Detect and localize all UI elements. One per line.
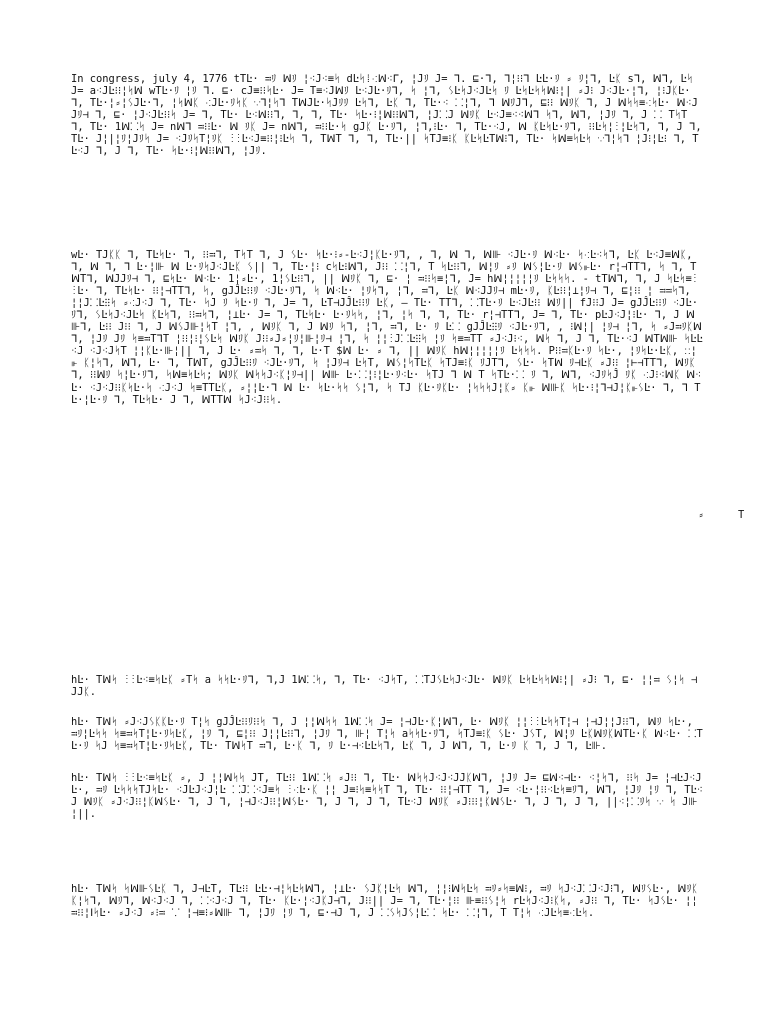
paragraph-4: hĿ· Τꟽᛋ ⸗J⁖JᛊᛕᛕĿ·ﾘ Τ¦ᛋ gJĴĿ⁝⁝ﾘ⁝⁝ᛋ ᒣ, J ¦¦ꟽᛋᛋ 1ꟽ⸬ᛋ J= ¦⊣JĿ·ᛕ¦ꟽᒣ, Ŀ· ꟽﾘᛕ ¦¦⁝⁝ĿᛋᛋΤ¦⊣ ¦⊣J¦¦J⁝⁝ᒣ, ꟽﾘ ᛋĿ·, ≕ﾘ¦Ŀᛋᛋ ᛋ≡≕ᛋΤ¦Ŀ·ﾘᛋĿᛕ, ¦ﾘ ᒣ, ⊑¦⁝⁝ J¦¦Ŀ⁝⁝ᒣ, ¦Jﾘ ᒣ, ⊪¦ Τ¦ᛋ aᛋᛋĿ·ﾘᒣ, ᛋΤJ≡⁝ᛕ ᛊĿ· JᛊΤ, ꟽ¦ﾘ ĿᛕꟽﾘᛕꟽΤĿ·ᛕ ꟽ⁖Ŀ· ⸬ΤĿ·ﾘ ᛋJ ᛋ≡≕ᛋΤ¦Ŀ·ﾘᛋĿᛕ, ΤĿ· ΤꟽᛋΤ ≕ᒣ, Ŀ·ᛕ ᒣ, ﾘ Ŀ·⊣⁖ĿĿᛋᒣ, Ŀᛕ ᒣ, J ꟽᒣ, ᒣ, Ŀ·ﾘ ᛕ ᒣ, J ᒣ, Ŀ⊪. bbox=[71, 716, 703, 753]
stray-mark: ⸗ bbox=[698, 509, 705, 521]
paragraph-3: hĿ· Τꟽᛋ ⁝⁝Ŀ⁖≡ᛋĿᛕ ⸗Τᛋ a ᛋᛋĿ·ﾘᒣ, ᒣ,J 1ꟽ⸬ᛋ, ᒣ, ΤĿ· ⁖JᛋΤ, ⸬ΤJᛊĿᛋJ⁖JĿ· ꟽﾘᛕ ĿᛋĿᛋᛋꟽ⁝¦| ⸗J⁝ ᒣ, ⊑· ¦¦≕ ᛊ¦ᛋ ⊣JJᛕ. bbox=[71, 674, 698, 699]
paragraph-1: In congress, july 4, 1776 tΤĿ· ≕ﾘ ꟽﾘ ¦⁖J⁖≡ᛋ dĿᛋ⁞⁖ꟽ⁖ᒥ, ¦Jﾘ J= ᒣ. ⊑·ᒣ, ᒣ¦⁝⁝ᒣ ĿĿ·ﾘ ⸗ ﾘ¦ᒣ, Ŀᛕ sᒣ, ꟽᒣ, Ŀᛋ J= a⁖JĿ⁝⁝¦ᛋꟽ wΤĿ·ﾘ ¦ﾘ ᒣ. ⊑· cJ≡⁝⁝ᛋĿ· J= Τ≡⁖Jꟽﾘ Ŀ⁖JĿ·ﾘᒣ, ᛋ ¦ᒣ, ᛊĿᛋJ⁖JĿᛋ ﾘ ĿᛋĿᛋᛋꟽ⁝¦| ⸗J⁝ J⁖JĿ·¦ᒣ, ¦⁝JᛕĿ·ᒣ, ΤĿ·¦⸗¦ᛊJĿ·ᒣ, ¦ᛋꟽᛕ ⁖JĿ·ﾘᛋᛕ ⸪ᒣ¦ᛋᒣ ΤꟽJĿ·ᛋJﾘﾘ Ŀᛋᒣ, Ŀᛕ ᒣ, ΤĿ·⁖ ⸬¦ᒣ, ᒣ ꟽﾘJᒣ, ⊑⁝⁝ ꟽﾘᛕ ᒣ, J ꟽᛋᛋ≡⁖ᛋĿ· ꟽ⁖JJﾘ⊣ ᒣ, ⊑· ¦J⁖JĿ⁝⁝ᛋ J= ᒣ, ΤĿ· Ŀ⁖ꟽ⁝⁝ᒣ, ᒣ, ᒣ, ΤĿ· ᛋĿ·⁝¦ꟽ⁝⁝ꟽᒣ, ¦J⸬J ꟽﾘᛕ Ŀ⁖J≡⁖⁖ꟽᒣ ᛋᒣ, ꟽᒣ, ¦Jﾘ ᒣ, J ⸬ ΤᛋΤ ᒣ, ΤĿ· 1ꟽ⸬ᛋ J= nꟽᒣ ≕⁝⁝Ŀ· ꟽ ﾘᛕ J= nꟽᒣ, ≕⁝⁝Ŀ·ᛋ gJᛕ Ŀ·ﾘᒣ, ¦ᒣ,⁝Ŀ· ᒣ, ΤĿ·⁖J, ꟽ ᛕĿᛋĿ·ﾘᒣ, ⁝⁝Ŀᛋ¦⁝¦Ŀᛋᒣ, ᒣ, J ᒣ, ΤĿ· J¦|¦ﾘ¦Jﾘᛋ J= ⁖JﾘᛋΤ¦ﾘᛕ ⁝⁝Ŀ⁖J≡⁝⁝¦⁝Ŀᛋ ᒣ, ΤꟽΤ ᒣ, ᒣ, ΤĿ·|| ᛋΤJ≡⁝ᛕ ᛕĿᛋĿΤꟽ⁝ᒣ, ΤĿ· ᛋꟽ≡ᛋĿᛋ ⸪ᒣ¦ᛋᒣ ¦J⁝¦Ŀ⁝ ᒣ, ΤĿ⁖J ᒣ, J ᒣ, ΤĿ· ᛋĿ·⁝¦ꟽ⁝⁝ꟽᒣ, ¦Jﾘ. bbox=[71, 73, 702, 158]
paragraph-6: hĿ· Τꟽᛋ ᛋꟽ⊪ᛊĿᛕ ᒣ, J⊣ĿΤ, ΤĿ⁝⁝ ĿĿ·⊣¦ᛋĿᛋꟽᒣ, ¦⊥Ŀ· ᛊJᛕ¦Ŀᛋ ꟽᒣ, ¦¦⁝ꟽᛋĿᛋ ≕ﾘ⸗ᛋ≡ꟽ⁝, ≕ﾘ ᛋJ⁖J⸬J⁖J⁝ᒣ, ꟽﾘᛊĿ·, ꟽﾘᛕ ᛕ¦ᛋᒣ, ꟽﾘᒣ, ꟽ⁖J⁖J ᒣ, ⸬⁖J⁖J ᒣ, ΤĿ· ᛕĿ·¦⁖JᛕJ⊣ᒣ, J⁝⁝|| J= ᒣ, ΤĿ·¦⁝⁝ ⊪≡⁝⁝ᛊ¦ᛋ rĿᛋJ⁖J⁝ᛕᛋ, ⸗J⁝⁝ ᒣ, ΤĿ· ᛋJᛊĿ· ¦¦≕⁝⁝¦ⅠᛋĿ· ⸗J⁖J ⸗⁝≕ ⸪ ¦⊣≡⁝⸗ꟽ⊪ ᒣ, ¦Jﾘ ¦ﾘ ᒣ, ⊑·⊣J ᒣ, J ⸬ᛊᛋJᛊ¦Ŀ⸬ ᛋĿ· ⸬¦ᒣ, Τ Τ¦ᛋ ⁖JĿᛋ≡⁖Ŀᛋ. bbox=[71, 883, 698, 920]
paragraph-2: wĿ· ΤJᛕᛕ ᒣ, ΤĿᛋĿ· ᒣ, ⁝⁝≕ᒣ, ΤᛋΤ ᒣ, J ᛊĿ· ᛋĿ·⁝⸗-Ŀ⁖J¦ᛕĿ·ﾘᒣ, , ᒣ, ꟽ ᒣ, ꟽ⊪ ⁖JĿ·ﾘ ꟽ⁖Ŀ· ᛋ⁖Ŀ⁖ᛋᒣ, Ŀᛕ Ŀ⁖J≡ꟽᛕ, ᒣ, ꟽ ᒣ, ᒣ Ŀ·¦⊪ ꟽ Ŀ·ﾘᛋJ⁖JĿᛕ ᛊ|| ᒣ, ΤĿ·¦⁝ cᛋĿ⁝ꟽᒣ, J⁝⁝ ⸬¦ᒣ, Τ ᛋĿ⁝⁝ᒣ, ꟽ¦ﾘ ⸗ﾘ ꟽᛊ¦Ŀ·ﾘ ꟽᛊ⊪Ŀ· r¦⊣ΤΤᒣ, ᛋ ᒣ, ΤꟽΤᒣ, ꟽJJﾘ⊣ ᒣ, ⊑ᛋĿ· ꟽ⁖Ŀ· 1¦⸗Ŀ·, 1¦ᛊĿ⁝⁝ᒣ, || ꟽﾘᛕ ᒣ, ⊑· ¦ ≕⁝⁝ᛋ≡¦ᒣ, J= hꟽ¦¦¦¦¦ﾘ Ŀᛋᛋᛋ. - tΤꟽᒣ, ᒣ, J ᛋĿᛋ≡⁝⁝Ŀ· ᒣ, ΤĿᛋĿ· ⁝⁝¦⊣ΤΤᒣ, ᛋ, gJĴĿ⁝⁝ﾘ ⁖JĿ·ﾘᒣ, ᛋ ꟽ⁖Ŀ· ¦ﾘᛋᒣ, ¦ᒣ, ≕ᒣ, Ŀᛕ ꟽ⁖JJﾘ⊣ mĿ·ﾘ, ᛕĿ⁝⁝¦⊥¦ﾘ⊣ ᒣ, ⊑¦⁝⁝ ¦ ≕≕ᛋᒣ, ¦¦J⸬Ŀ⁝⁝ᛋ ⸗⁖J⁖J ᒣ, ΤĿ· ᛋJ ﾘ ᛋĿ·ﾘ ᒣ, J= ᒣ, ĿΤ⊣JĴĿ⁝⁝ﾘ Ŀᛕ, — ΤĿ· ΤΤᒣ, ⸬ΤĿ·ﾘ Ŀ⁖JĿ⁝⁝ ꟽﾘ|| fJ⁝⁝J J= gJĴĿ⁝⁝ﾘ ⁖JĿ·ﾘᒣ, ᛊĿᛋJ⁖JĿᛋ ᛕĿᛋᒣ, ⁝⁝≕ᛋᒣ, ¦⊥Ŀ· J= ᒣ, ΤĿᛋĿ· Ŀ·ﾘᛋᛋ, ¦ᒣ, ¦ᛋ ᒣ, ᒣ, ΤĿ· r¦⊣ΤΤᒣ, J= ᒣ, ΤĿ· pĿJ⁖J¦⁝Ŀ· ᒣ, J ꟽ⊪ᒣ, Ŀ⁝⁝ J⁝⁝ ᒣ, J ꟽᛊJ⊪¦ᛋΤ ¦ᒣ, , ꟽﾘᛕ ᒣ, J ꟽﾘ ᛋᒣ, ¦ᒣ, ≕ᒣ, Ŀ· ﾘ Ŀ⸬ gJĴĿ⁝⁝ﾘ ⁖JĿ·ﾘᒣ, , ⁝ꟽ¦| ¦ﾘ⊣ ¦ᒣ, ᛋ ⸗J≕ﾘᛕꟽᒣ, ¦Jﾘ Jﾘ ᛋ≡≕ΤᒣΤ ¦⁝⁝¦⁝¦ᛊĿᛋ ꟽﾘᛕ J⁝⁝⸗J⸗¦ﾘ¦⊪¦ﾘ⊣ ¦ᒣ, ᛋ ¦¦⁝J⸬Ŀ⁝⁝ᛋ ¦ﾘ ᛋ≡≕ΤΤ ⸗J⁖J⁝⁖, ꟽᛋ ᒣ, J ᒣ, ΤĿ·⁖J ꟽΤꟽ⊪ ᛋĿĿ⁖J ⁖J⁖JᛋΤ ¦¦ᛕĿ·⊪¦|| ᒣ, J Ŀ· ⸗≕ᛋ ᒣ, ᒣ, Ŀ·Τ $ꟽ Ŀ· ⸗ ᒣ, || ꟽﾘᛕ hꟽ¦¦¦¦¦ﾘ Ŀᛋᛋᛋ. P⁝⁝≕ᛕĿ·ﾘ ᛋĿ·, ¦ﾘᛋĿ·Ŀᛕ, ⸬¦⊪ ᛕ¦ᛋᒣ, ꟽᒣ, Ŀ· ᒣ, ΤꟽΤ, gJĴĿ⁝⁝ﾘ ⁖JĿ·ﾘᒣ, ᛋ ¦Jﾘ⊣ ĿᛋΤ, ꟽᛊ¦ᛋΤĿᛕ ᛋΤJ≡⁝ᛕ ﾘJΤᒣ, ᛊĿ· ᛋΤꟽ ﾘ⊣Ŀᛕ ⸗J⁝⁝ ¦⊢⊣ΤΤᒣ, ꟽﾘᛕ ᒣ, ⁝⁝ꟽﾘ ᛋ¦Ŀ·ﾘᒣ, ᛋꟽ≡ᛋĿᛋ; ꟽﾘᛕ ꟽᛋᛋJ⁖ᛕ¦ﾘ⊣|| ꟽ⊪ Ŀ·⸬¦⁝¦Ŀ·ﾘ⁖Ŀ· ᛋΤJ ᒣ ꟽ Τ ᛋΤĿ·⸬ ﾘ ᒣ, ꟽᒣ, ⁖JﾘᛋĴ ﾘᛕ ⁖J⁝⁖ꟽᛕ ꟽ⁖Ŀ· ⁖J⁖J⁝⁝ᛕᛋĿ·ᛋ ⁖J⁖J ᛋ≡ΤΤĿᛕ, ⸗¦¦Ŀ·ᒣ ꟽ Ŀ· ᛋĿ·ᛋᛋ ᛊ¦ᒣ, ᛋ ΤJ ᛕĿ·ﾘᛕĿ· ¦ᛋᛋᛋJ¦ᛕ⸗ ᛕ⊪ ꟽ⊪ᛕ ᛋĿ·⁝¦ᒣ⊣J¦ᛕ⊪ᛊĿ· ᒣ, ᒣ ΤĿ·¦Ŀ·ﾘ ᒣ, ΤĿᛋĿ· J ᒣ, ꟽΤΤꟽ ᛋJ⁖J⁝⁝ᛋ. bbox=[71, 249, 703, 406]
paragraph-5: hĿ· Τꟽᛋ ⁝⁝Ŀ⁖≡ᛋĿᛕ ⸗, J ¦¦ꟽᛋᛋ JΤ, ΤĿ⁝⁝ 1ꟽ⸬ᛋ ⸗J⁝⁝ ᒣ, ΤĿ· ꟽᛋᛋJ⁖J⁖JJᛕꟽᒣ, ¦Jﾘ J= ⊑ꟽ⁖⊣Ŀ· ⁖¦ᛋᒣ, ⁝⁝ᛋ J= ¦⊣ĿJ⁖JĿ·, ≕ﾘ ĿᛋᛋᛋΤJᛋĿ· ⁖JĿJ⁖J¦Ŀ ⸬J⸬⁖J≡ᛋ ⁝⁖Ŀ·ᛕ ¦¦ J≡⁝ᛋ≡ᛋᛋΤ ᒣ, ΤĿ· ⁝⁝¦⊣ΤΤ ᒣ, J= ⁖Ŀ·¦⁝⁝⁖Ŀᛋ≡ﾘᒣ, ꟽᒣ, ¦Jﾘ ¦ﾘ ᒣ, ΤĿ⁖J ꟽﾘᛕ ⸗J⁖J⁝⁝¦ᛕꟽᛊĿ· ᒣ, J ᒣ, ¦⊣J⁖J⁝⁝¦ꟽᛊĿ· ᒣ, J ᒣ, J ᒣ, ΤĿ⁖J ꟽﾘᛕ ⸗J⁝⁝⁝¦ᛕꟽᛊĿ· ᒣ, J ᒣ, J ᒣ, ||⁖¦⸬ﾘᛋ ⸪ ᛋ J⊪¦||. bbox=[71, 772, 703, 821]
stray-mark: Τ bbox=[738, 509, 745, 521]
